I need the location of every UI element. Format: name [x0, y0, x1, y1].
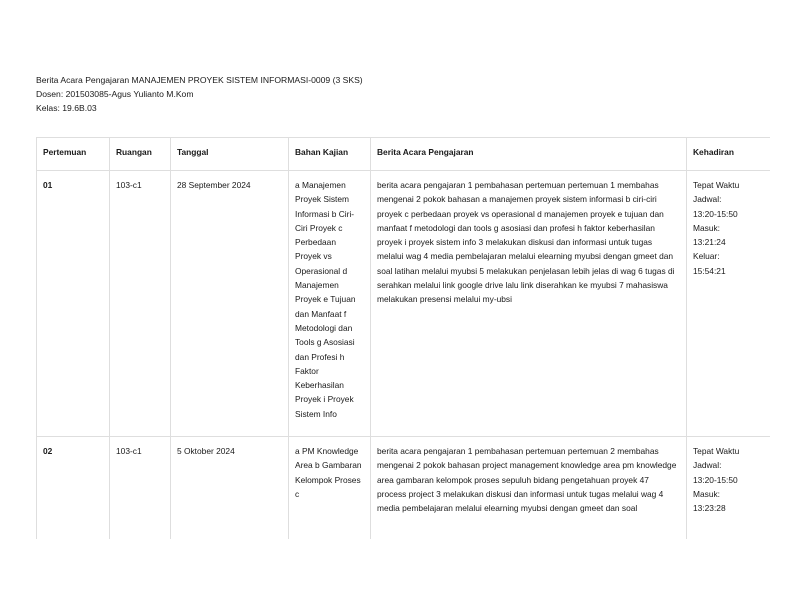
kehadiran-jadwal-label: Jadwal:: [693, 460, 722, 471]
table-row: [37, 437, 771, 540]
cell-tanggal: 5 Oktober 2024: [171, 437, 289, 540]
class-line: Kelas: 19.6B.03: [36, 103, 97, 113]
header-kehadiran: Kehadiran: [687, 138, 771, 171]
cell-berita-acara: berita acara pengajaran 1 pembahasan pertemuan pertemuan 1 membahas mengenai 2 pokok bahasan a manajemen proyek sistem informasi b ciri-ciri proyek c perbedaan proyek vs operasional d manajemen proyek e tujuan dan manfaat f metodologi dan tools g asosiasi dan profesi h faktor keberhasilan proyek i proyek sistem info 3 melakukan diskusi dan informasi untuk tugas melalui wag 4 media pembelajaran melalui elearning myubsi dengan gmeet dan soal latihan melalui myubsi 5 melakukan penjelasan lebih jelas di wag 6 tugas di serahkan melalui link google drive lalu link diserahkan ke myubsi 7 mahasiswa melakukan presensi melalui my-ubsi: [371, 171, 687, 437]
kehadiran-status: Tepat Waktu: [693, 446, 740, 456]
kehadiran-masuk-label: Masuk:: [693, 488, 720, 499]
document-header: [36, 73, 363, 115]
cell-ruangan: 103-c1: [110, 437, 171, 540]
header-berita-acara: Berita Acara Pengajaran: [371, 138, 687, 171]
cell-ruangan: 103-c1: [110, 171, 171, 437]
cell-bahan-kajian: a PM Knowledge Area b Gambaran Kelompok Proses c: [289, 437, 371, 540]
cell-kehadiran: [687, 437, 771, 540]
cell-kehadiran: [687, 171, 771, 437]
cell-pertemuan: 01: [37, 171, 110, 437]
kehadiran-jadwal-label: Jadwal:: [693, 194, 722, 205]
lecturer-line: Dosen: 201503085-Agus Yulianto M.Kom: [36, 89, 194, 99]
kehadiran-keluar-value: 15:54:21: [693, 265, 726, 276]
kehadiran-masuk-label: Masuk:: [693, 222, 720, 233]
table-row: [37, 171, 771, 437]
header-bahan-kajian: Bahan Kajian: [289, 138, 371, 171]
kehadiran-jadwal-value: 13:20-15:50: [693, 474, 738, 485]
kehadiran-jadwal-value: 13:20-15:50: [693, 208, 738, 219]
header-ruangan: Ruangan: [110, 138, 171, 171]
cell-berita-acara: berita acara pengajaran 1 pembahasan pertemuan pertemuan 2 membahas mengenai 2 pokok bahasan project management knowledge area pm knowledge area gambaran kelompok proses sepuluh bidang pengetahuan proyek 47 process project 3 melakukan diskusi dan informasi untuk tugas melalui wag 4 media pembelajaran melalui elearning myubsi dengan gmeet dan soal: [371, 437, 687, 540]
table-header-row: [37, 138, 771, 171]
cell-bahan-kajian: a Manajemen Proyek Sistem Informasi b Ciri-Ciri Proyek c Perbedaan Proyek vs Operasional d Manajemen Proyek e Tujuan dan Manfaat f Metodologi dan Tools g Asosiasi dan Profesi h Faktor Keberhasilan Proyek i Proyek Sistem Info: [289, 171, 371, 437]
cell-tanggal: 28 September 2024: [171, 171, 289, 437]
kehadiran-masuk-value: 13:23:28: [693, 503, 726, 514]
cell-pertemuan: 02: [37, 437, 110, 540]
attendance-table: [36, 137, 770, 539]
attendance-table-container: [36, 137, 770, 539]
kehadiran-status: Tepat Waktu: [693, 180, 740, 190]
header-pertemuan: Pertemuan: [37, 138, 110, 171]
kehadiran-masuk-value: 13:21:24: [693, 237, 726, 248]
kehadiran-keluar-label: Keluar:: [693, 251, 720, 262]
header-tanggal: Tanggal: [171, 138, 289, 171]
course-title: Berita Acara Pengajaran MANAJEMEN PROYEK SISTEM INFORMASI-0009 (3 SKS): [36, 75, 363, 85]
